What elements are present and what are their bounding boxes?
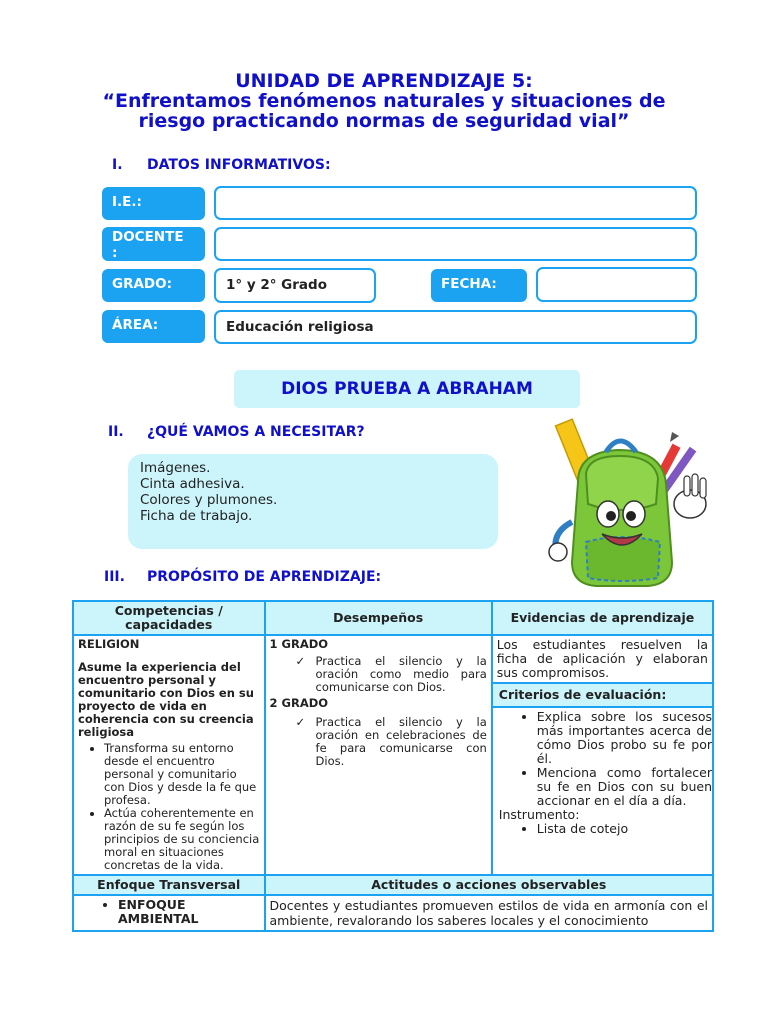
unit-title: UNIDAD DE APRENDIZAJE 5:	[235, 70, 533, 92]
area-name: RELIGION	[78, 637, 140, 651]
unit-subtitle-line1: “Enfrentamos fenómenos naturales y situaciones de	[102, 90, 666, 112]
grado1-title: 1 GRADO	[269, 637, 329, 651]
instrumento-label: Instrumento:	[498, 807, 580, 822]
area-label: ÁREA:	[102, 310, 205, 343]
grado2-title: 2 GRADO	[269, 696, 329, 710]
section3-title: PROPÓSITO DE APRENDIZAJE:	[147, 569, 382, 585]
area-field[interactable]: Educación religiosa	[214, 310, 697, 344]
unit-subtitle-line2: riesgo practicando normas de seguridad vial”	[138, 110, 630, 132]
actitudes-header: Actitudes o acciones observables	[265, 875, 713, 895]
criterio-item: • Menciona como fortalecer su fe en Dios con su buen accionar en el día a día.	[537, 766, 712, 808]
ie-label: I.E.:	[102, 187, 205, 220]
enfoque-item: • ENFOQUE AMBIENTAL	[118, 898, 260, 926]
col-header-desempenos: Desempeños	[265, 601, 492, 635]
fecha-field[interactable]	[536, 267, 697, 302]
backpack-mascot-illustration	[538, 412, 718, 598]
grado-label: GRADO:	[102, 269, 205, 302]
section1-title: DATOS INFORMATIVOS:	[147, 157, 331, 173]
enfoque-cell	[73, 895, 265, 931]
materials-box	[128, 454, 498, 549]
materials-item: Cinta adhesiva.	[140, 476, 245, 492]
enfoque-header: Enfoque Transversal	[73, 875, 265, 895]
competencias-cell	[73, 635, 265, 875]
section2-number: II.	[108, 424, 124, 440]
grado-field[interactable]: 1° y 2° Grado	[214, 268, 376, 303]
col-header-competencias: Competencias / capacidades	[73, 601, 265, 635]
section2-title: ¿QUÉ VAMOS A NECESITAR?	[147, 424, 365, 440]
ie-field[interactable]	[214, 186, 697, 220]
lesson-title-banner: DIOS PRUEBA A ABRAHAM	[234, 370, 580, 408]
criterios-cell	[492, 683, 713, 875]
evidencia-cell: Los estudiantes resuelven la ficha de aplicación y elaboran sus compromisos.	[492, 635, 713, 683]
desempeno-item: ✓ Practica el silencio y la oración como medio para comunicarse con Dios.	[295, 654, 487, 694]
materials-item: Ficha de trabajo.	[140, 508, 253, 524]
desempeno-item: ✓ Practica el silencio y la oración en celebraciones de fe para comunicarse con Dios.	[295, 715, 487, 768]
instrumento-list	[493, 822, 712, 836]
actitud-cell: Docentes y estudiantes promueven estilos de vida en armonía con el ambiente, revalorando los saberes locales y el conocimiento	[265, 895, 713, 931]
col-header-evidencias: Evidencias de aprendizaje	[492, 601, 713, 635]
instrumento-item: • Lista de cotejo	[537, 822, 712, 836]
check-icon: ✓	[295, 715, 306, 729]
criterios-header: Criterios de evaluación:	[493, 684, 712, 708]
fecha-label: FECHA:	[431, 269, 527, 302]
capacidad-item: • Actúa coherentemente en razón de su fe según los principios de su conciencia moral en situaciones concretas de la vida.	[104, 807, 260, 872]
capacidad-item: • Transforma su entorno desde el encuentro personal y comunitario con Dios y desde la fe que profesa.	[104, 742, 260, 807]
learning-purpose-table	[72, 600, 714, 932]
check-icon: ✓	[295, 654, 306, 668]
docente-field[interactable]	[214, 227, 697, 261]
section1-number: I.	[112, 157, 123, 173]
criterio-item: • Explica sobre los sucesos más importantes acerca de cómo Dios probo su fe por él.	[537, 710, 712, 766]
docente-label: DOCENTE :	[102, 227, 205, 261]
desempenos-cell	[265, 635, 492, 875]
section3-number: III.	[104, 569, 125, 585]
criterios-list	[493, 710, 712, 808]
competencia-text: Asume la experiencia del encuentro personal y comunitario con Dios en su proyecto de vida en coherencia con su creencia religiosa	[78, 660, 254, 739]
materials-item: Imágenes.	[140, 460, 211, 476]
materials-item: Colores y plumones.	[140, 492, 278, 508]
waving-hand-icon	[674, 474, 706, 518]
capacidades-list	[78, 742, 260, 872]
